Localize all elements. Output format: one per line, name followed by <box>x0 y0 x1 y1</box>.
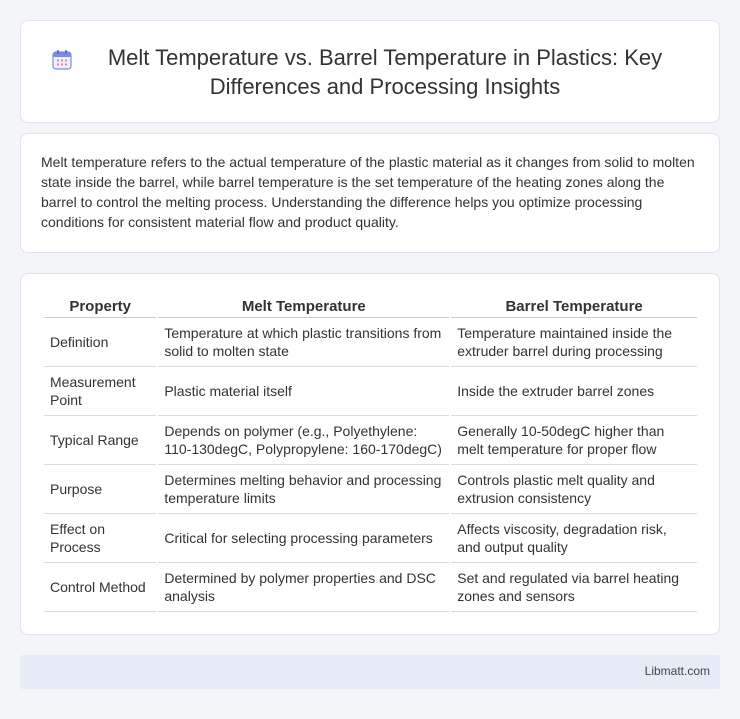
table-row <box>44 465 697 514</box>
barrel-cell: Temperature maintained inside the extruder barrel during processing <box>451 318 697 367</box>
melt-cell: Critical for selecting processing parameters <box>158 514 449 563</box>
property-cell: Measurement Point <box>44 367 156 416</box>
column-header-melt-temperature: Melt Temperature <box>158 294 449 318</box>
column-header-barrel-temperature: Barrel Temperature <box>451 294 697 318</box>
table-row <box>44 563 697 612</box>
page-title: Melt Temperature vs. Barrel Temperature in Plastics: Key Differences and Processing Insights <box>107 44 663 99</box>
header-card <box>20 20 720 123</box>
footer-bar <box>20 655 720 689</box>
table-header-row <box>44 294 697 318</box>
melt-cell: Plastic material itself <box>158 367 449 416</box>
property-cell: Definition <box>44 318 156 367</box>
table-row <box>44 367 697 416</box>
property-cell: Typical Range <box>44 416 156 465</box>
table-row <box>44 416 697 465</box>
barrel-cell: Controls plastic melt quality and extrusion consistency <box>451 465 697 514</box>
comparison-table <box>42 294 699 612</box>
property-cell: Control Method <box>44 563 156 612</box>
barrel-cell: Inside the extruder barrel zones <box>451 367 697 416</box>
intro-paragraph: Melt temperature refers to the actual temperature of the plastic material as it changes from solid to molten state inside the barrel, while barrel temperature is the set temperature of the heating zones along the barrel to control the melting process. Understanding the difference helps you optimize processing conditions for consistent material flow and product quality. <box>41 154 695 230</box>
barrel-cell: Set and regulated via barrel heating zones and sensors <box>451 563 697 612</box>
melt-cell: Determines melting behavior and processing temperature limits <box>158 465 449 514</box>
property-cell: Effect on Process <box>44 514 156 563</box>
footer-brand-link[interactable]: Libmatt.com <box>644 664 710 678</box>
melt-cell: Determined by polymer properties and DSC analysis <box>158 563 449 612</box>
table-row <box>44 318 697 367</box>
property-cell: Purpose <box>44 465 156 514</box>
comparison-table-card <box>20 273 720 635</box>
melt-cell: Temperature at which plastic transitions from solid to molten state <box>158 318 449 367</box>
barrel-cell: Affects viscosity, degradation risk, and output quality <box>451 514 697 563</box>
intro-card <box>20 133 720 253</box>
barrel-cell: Generally 10-50degC higher than melt temperature for proper flow <box>451 416 697 465</box>
melt-cell: Depends on polymer (e.g., Polyethylene: 110-130degC, Polypropylene: 160-170degC) <box>158 416 449 465</box>
table-row <box>44 514 697 563</box>
column-header-property: Property <box>44 294 156 318</box>
